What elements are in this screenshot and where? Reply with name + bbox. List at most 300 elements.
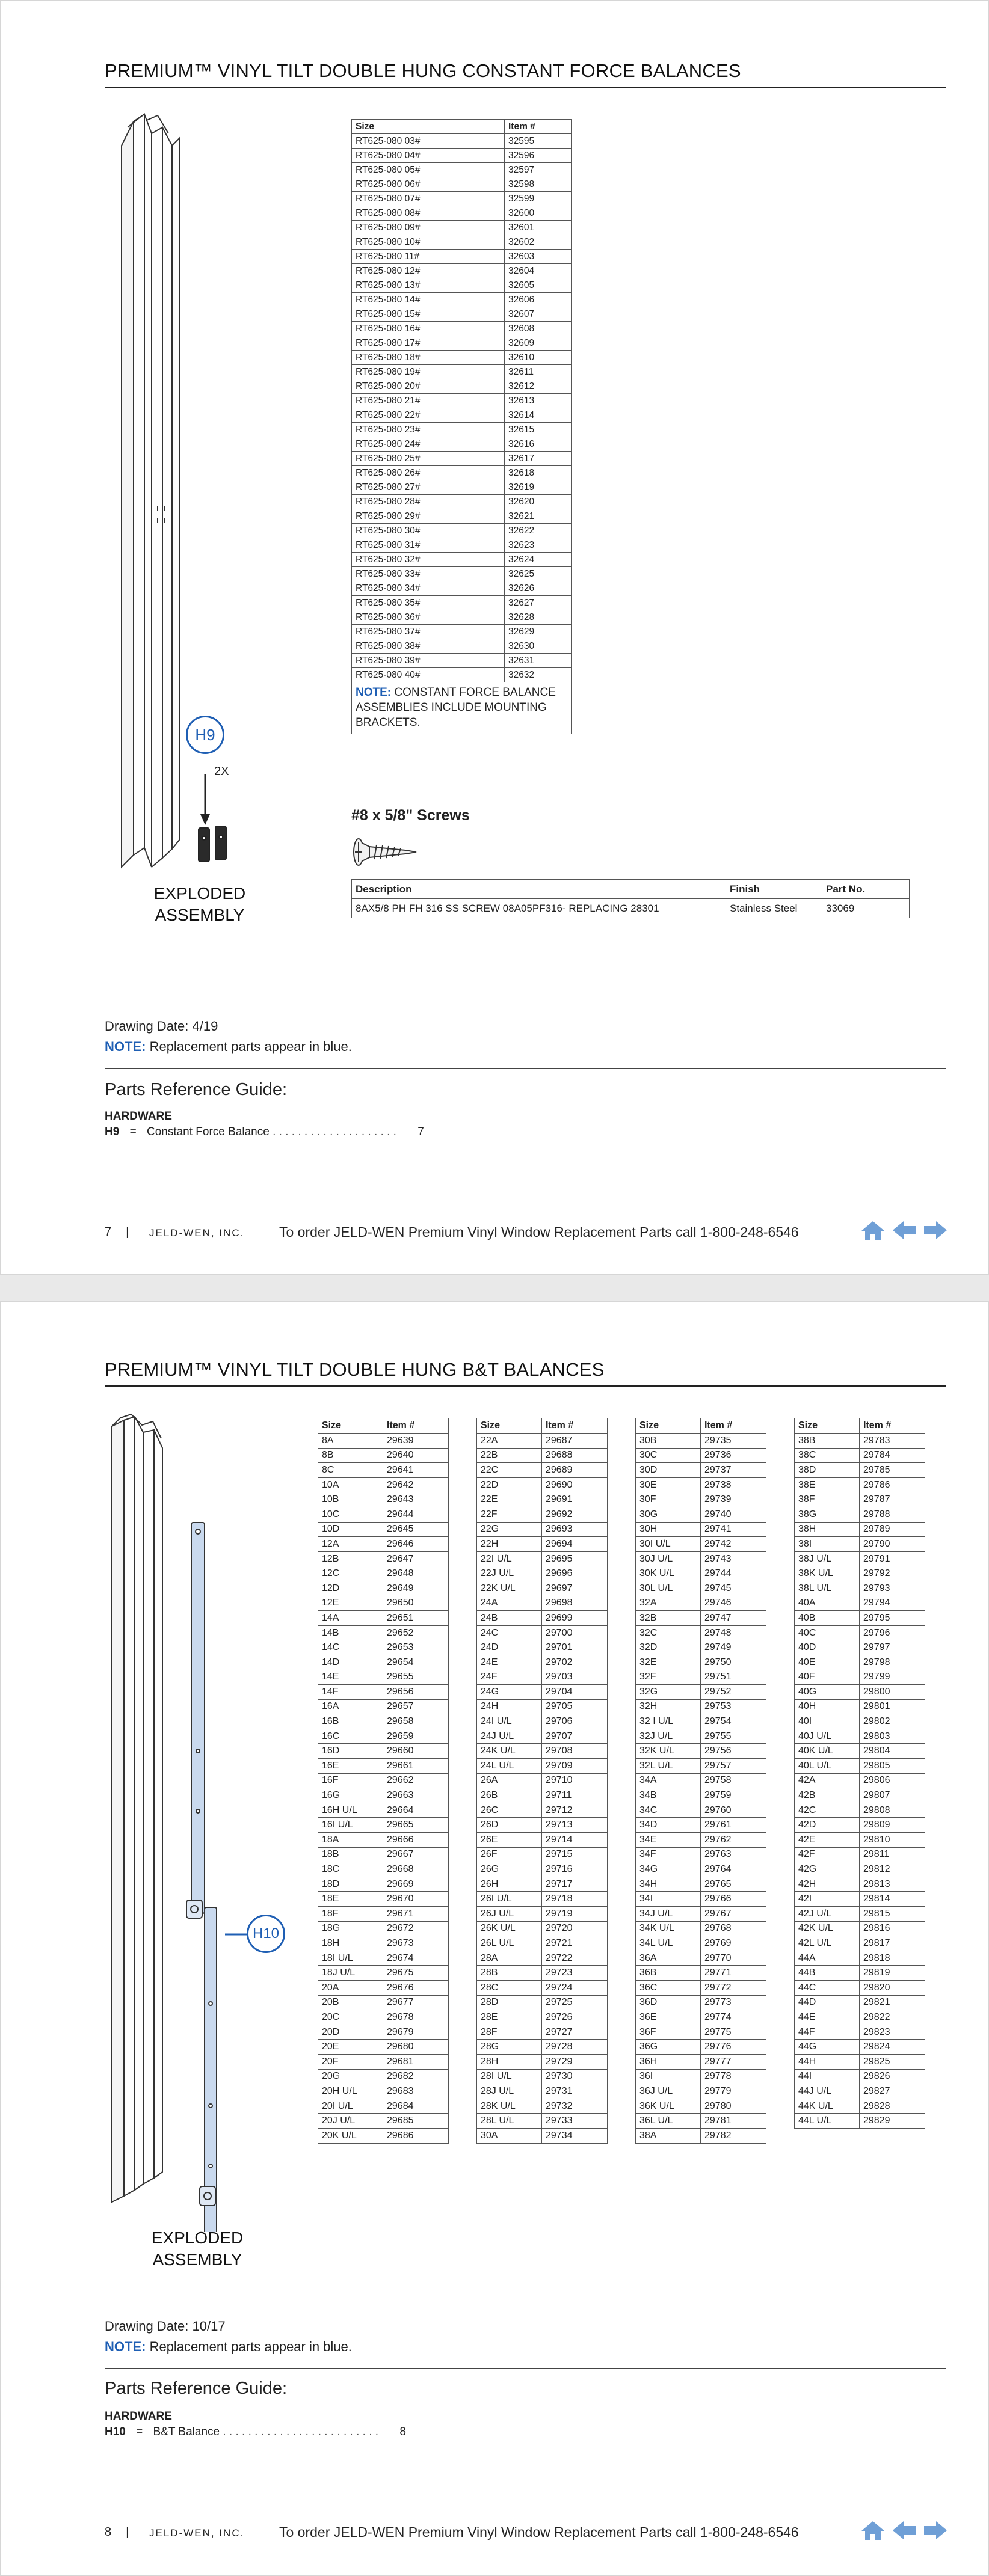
size-cell: 40L U/L <box>795 1759 860 1774</box>
table-row <box>477 1507 608 1522</box>
item-cell: 32602 <box>505 235 572 250</box>
table-row <box>318 1803 449 1818</box>
home-icon[interactable] <box>860 2519 886 2541</box>
table-row <box>318 1833 449 1848</box>
table-row <box>636 2010 766 2025</box>
table-row <box>477 1877 608 1892</box>
table-row <box>477 2025 608 2040</box>
table-row <box>318 1921 449 1936</box>
size-cell: 28E <box>477 2010 542 2025</box>
table-row <box>318 1566 449 1581</box>
table-row <box>318 1640 449 1655</box>
item-cell: 29670 <box>383 1892 449 1907</box>
item-cell: 29652 <box>383 1625 449 1640</box>
size-cell: 38K U/L <box>795 1566 860 1581</box>
size-cell: 28I U/L <box>477 2069 542 2084</box>
size-cell: RT625-080 29# <box>352 509 505 524</box>
size-cell: 30H <box>636 1522 701 1537</box>
item-cell: 29812 <box>860 1862 925 1877</box>
table-row <box>477 1729 608 1744</box>
item-cell: 32630 <box>505 639 572 654</box>
table-row <box>795 2114 925 2129</box>
size-cell: RT625-080 05# <box>352 163 505 177</box>
size-cell: 22I U/L <box>477 1551 542 1566</box>
item-cell: 29767 <box>701 1907 766 1922</box>
size-cell: 34A <box>636 1773 701 1788</box>
size-cell: 28C <box>477 1980 542 1995</box>
size-cell: 40B <box>795 1611 860 1626</box>
size-cell: 30E <box>636 1477 701 1492</box>
item-cell: 29756 <box>701 1744 766 1759</box>
table-row <box>795 2010 925 2025</box>
table-row <box>477 2099 608 2114</box>
item-cell: 32625 <box>505 567 572 581</box>
size-cell: 24E <box>477 1655 542 1670</box>
size-cell: 8B <box>318 1448 383 1463</box>
size-cell: RT625-080 16# <box>352 322 505 336</box>
catalog-page-7 <box>0 0 989 1275</box>
item-cell: 29826 <box>860 2069 925 2084</box>
size-cell: 18J U/L <box>318 1966 383 1981</box>
table-row <box>352 293 572 307</box>
item-cell: 29759 <box>701 1788 766 1803</box>
size-cell: 20A <box>318 1980 383 1995</box>
table-row <box>477 1773 608 1788</box>
table-row <box>352 322 572 336</box>
table-row <box>636 2054 766 2069</box>
table-row <box>352 394 572 408</box>
item-cell: 29781 <box>701 2114 766 2129</box>
page-navigation <box>860 2519 948 2541</box>
item-cell: 29656 <box>383 1685 449 1700</box>
table-row <box>477 2054 608 2069</box>
item-cell: 29706 <box>542 1714 608 1729</box>
item-cell: 29645 <box>383 1522 449 1537</box>
footer-order-line: To order JELD-WEN Premium Vinyl Window Replacement Parts call 1-800-248-6546 <box>279 2524 799 2540</box>
size-cell: 40A <box>795 1596 860 1611</box>
size-cell: 32J U/L <box>636 1729 701 1744</box>
hardware-name: Constant Force Balance <box>146 1126 270 1138</box>
table-row <box>318 1507 449 1522</box>
table-header-row <box>352 120 572 134</box>
hardware-leader-dots: . . . . . . . . . . . . . . . . . . . . . . . . . <box>220 2426 379 2438</box>
size-cell: 40J U/L <box>795 1729 860 1744</box>
table-row <box>477 1907 608 1922</box>
item-cell: 32596 <box>505 149 572 163</box>
table-row <box>318 1551 449 1566</box>
item-cell: 29828 <box>860 2099 925 2114</box>
size-cell: 14E <box>318 1670 383 1685</box>
table-row <box>795 1759 925 1774</box>
item-cell: 32616 <box>505 437 572 452</box>
item-cell: 29765 <box>701 1877 766 1892</box>
item-cell: 29739 <box>701 1492 766 1507</box>
table-row <box>477 1551 608 1566</box>
parts-reference-title: Parts Reference Guide: <box>105 1080 288 1099</box>
table-row <box>318 1862 449 1877</box>
item-cell: 32605 <box>505 278 572 293</box>
item-cell: 29809 <box>860 1818 925 1833</box>
size-cell: 32H <box>636 1699 701 1714</box>
size-cell: 22B <box>477 1448 542 1463</box>
size-cell: 24J U/L <box>477 1729 542 1744</box>
size-cell: 40E <box>795 1655 860 1670</box>
table-row <box>636 1980 766 1995</box>
size-cell: 44H <box>795 2054 860 2069</box>
item-cell: 29700 <box>542 1625 608 1640</box>
item-cell: 29683 <box>383 2084 449 2099</box>
table-row <box>795 1936 925 1951</box>
table-row <box>477 2114 608 2129</box>
item-cell: 29720 <box>542 1921 608 1936</box>
size-cell: 34L U/L <box>636 1936 701 1951</box>
item-column-header: Item # <box>860 1418 925 1434</box>
size-cell: 22E <box>477 1492 542 1507</box>
exploded-label-line1: EXPLODED <box>153 884 246 903</box>
item-cell: 29822 <box>860 2010 925 2025</box>
size-cell: 28D <box>477 1995 542 2010</box>
item-cell: 29651 <box>383 1611 449 1626</box>
item-column-header: Item # <box>383 1418 449 1434</box>
hardware-equals: = <box>129 1126 137 1138</box>
table-row <box>636 1773 766 1788</box>
size-cell: 34G <box>636 1862 701 1877</box>
table-row <box>318 1759 449 1774</box>
size-cell: 44B <box>795 1966 860 1981</box>
bt-size-table-2 <box>476 1418 608 2144</box>
table-row <box>477 1477 608 1492</box>
size-cell: 44K U/L <box>795 2099 860 2114</box>
table-row <box>795 1434 925 1449</box>
table-row <box>352 408 572 423</box>
table-row <box>795 1537 925 1552</box>
table-note <box>352 682 572 734</box>
size-cell: 12D <box>318 1581 383 1596</box>
table-row <box>318 1936 449 1951</box>
item-cell: 29811 <box>860 1847 925 1862</box>
item-cell: 29702 <box>542 1655 608 1670</box>
table-row <box>795 1833 925 1848</box>
size-cell: 36C <box>636 1980 701 1995</box>
note-label: NOTE: <box>105 2339 146 2354</box>
item-cell: 29722 <box>542 1951 608 1966</box>
item-cell: 29709 <box>542 1759 608 1774</box>
table-row <box>318 1522 449 1537</box>
table-row <box>636 1877 766 1892</box>
page-navigation <box>860 1219 948 1241</box>
size-cell: 30G <box>636 1507 701 1522</box>
item-cell: 29658 <box>383 1714 449 1729</box>
size-cell: 44E <box>795 2010 860 2025</box>
size-cell: 36H <box>636 2054 701 2069</box>
table-row <box>352 466 572 480</box>
table-row <box>636 2084 766 2099</box>
table-row <box>795 1507 925 1522</box>
item-cell: 29731 <box>542 2084 608 2099</box>
size-cell: 30K U/L <box>636 1566 701 1581</box>
size-cell: 26C <box>477 1803 542 1818</box>
table-row <box>318 1744 449 1759</box>
size-cell: RT625-080 28# <box>352 495 505 509</box>
size-cell: RT625-080 32# <box>352 553 505 567</box>
item-cell: 29802 <box>860 1714 925 1729</box>
item-cell: 29824 <box>860 2040 925 2055</box>
drawing-date: Drawing Date: 4/19 <box>105 1019 218 1034</box>
size-cell: 44I <box>795 2069 860 2084</box>
size-cell: 20E <box>318 2040 383 2055</box>
size-cell: 38J U/L <box>795 1551 860 1566</box>
table-row <box>477 1655 608 1670</box>
item-cell: 32618 <box>505 466 572 480</box>
size-cell: 16F <box>318 1773 383 1788</box>
size-column-header: Size <box>318 1418 383 1434</box>
item-cell: 29698 <box>542 1596 608 1611</box>
item-cell: 29649 <box>383 1581 449 1596</box>
hardware-page-ref: 8 <box>399 2426 406 2438</box>
size-cell: 34D <box>636 1818 701 1833</box>
home-icon[interactable] <box>860 1219 886 1241</box>
size-cell: 38I <box>795 1537 860 1552</box>
table-row <box>636 1951 766 1966</box>
size-cell: 24C <box>477 1625 542 1640</box>
arrow-right-icon[interactable] <box>923 2519 948 2541</box>
table-row <box>477 1463 608 1478</box>
table-row <box>636 1522 766 1537</box>
table-row <box>318 1788 449 1803</box>
table-row <box>477 1714 608 1729</box>
item-cell: 29665 <box>383 1818 449 1833</box>
table-row <box>352 177 572 192</box>
item-cell: 32628 <box>505 610 572 625</box>
size-cell: 26D <box>477 1818 542 1833</box>
table-row <box>636 1507 766 1522</box>
section-divider <box>105 2368 946 2369</box>
item-cell: 29692 <box>542 1507 608 1522</box>
table-row <box>318 2025 449 2040</box>
table-row <box>352 480 572 495</box>
size-cell: 26K U/L <box>477 1921 542 1936</box>
table-row <box>352 639 572 654</box>
item-cell: 29761 <box>701 1818 766 1833</box>
size-cell: 44J U/L <box>795 2084 860 2099</box>
size-cell: 44L U/L <box>795 2114 860 2129</box>
table-row <box>352 336 572 351</box>
table-row <box>636 2025 766 2040</box>
table-row <box>795 1729 925 1744</box>
item-cell: 29644 <box>383 1507 449 1522</box>
size-cell: 16H U/L <box>318 1803 383 1818</box>
item-cell: 29716 <box>542 1862 608 1877</box>
table-row <box>636 1581 766 1596</box>
table-row <box>318 2069 449 2084</box>
size-cell: RT625-080 35# <box>352 596 505 610</box>
table-row <box>477 1492 608 1507</box>
table-row <box>636 1596 766 1611</box>
size-cell: 32 I U/L <box>636 1714 701 1729</box>
size-cell: 26F <box>477 1847 542 1862</box>
item-cell: 32621 <box>505 509 572 524</box>
size-cell: 30D <box>636 1463 701 1478</box>
table-row <box>352 452 572 466</box>
item-cell: 29785 <box>860 1463 925 1478</box>
table-row <box>318 2040 449 2055</box>
table-row <box>352 423 572 437</box>
table-row <box>636 1611 766 1626</box>
item-cell: 29825 <box>860 2054 925 2069</box>
size-cell: 10D <box>318 1522 383 1537</box>
table-row <box>477 1936 608 1951</box>
table-row <box>318 1685 449 1700</box>
item-cell: 29734 <box>542 2128 608 2143</box>
size-cell: 24L U/L <box>477 1759 542 1774</box>
size-cell: 34B <box>636 1788 701 1803</box>
table-row <box>636 2040 766 2055</box>
table-note-text: CONSTANT FORCE BALANCE ASSEMBLIES INCLUDE MOUNTING BRACKETS. <box>356 686 556 729</box>
table-row <box>795 2054 925 2069</box>
size-cell: 38A <box>636 2128 701 2143</box>
table-row <box>477 1596 608 1611</box>
item-cell: 29677 <box>383 1995 449 2010</box>
table-row <box>477 1744 608 1759</box>
size-cell: RT625-080 36# <box>352 610 505 625</box>
size-cell: 42I <box>795 1892 860 1907</box>
table-row <box>477 1685 608 1700</box>
page-title: PREMIUM™ VINYL TILT DOUBLE HUNG B&T BALANCES <box>105 1359 605 1380</box>
size-cell: 18H <box>318 1936 383 1951</box>
item-cell: 29791 <box>860 1551 925 1566</box>
table-row <box>318 1625 449 1640</box>
item-cell: 32620 <box>505 495 572 509</box>
item-cell: 29674 <box>383 1951 449 1966</box>
size-cell: 36K U/L <box>636 2099 701 2114</box>
screw-part-no: 33069 <box>822 899 910 918</box>
item-cell: 29751 <box>701 1670 766 1685</box>
size-cell: 22K U/L <box>477 1581 542 1596</box>
section-divider <box>105 1068 946 1069</box>
size-cell: 36A <box>636 1951 701 1966</box>
size-cell: 28J U/L <box>477 2084 542 2099</box>
table-row <box>795 2084 925 2099</box>
table-row <box>352 134 572 149</box>
size-cell: 38C <box>795 1448 860 1463</box>
bt-size-table-1 <box>318 1418 449 2144</box>
size-column-header: Size <box>636 1418 701 1434</box>
size-cell: 30A <box>477 2128 542 2143</box>
table-row <box>636 1699 766 1714</box>
table-row <box>318 1847 449 1862</box>
table-row <box>477 1581 608 1596</box>
size-cell: 20B <box>318 1995 383 2010</box>
hardware-entry-h9 <box>105 1126 424 1139</box>
hardware-entry-h10 <box>105 2426 406 2439</box>
item-cell: 29821 <box>860 1995 925 2010</box>
item-cell: 29704 <box>542 1685 608 1700</box>
item-cell: 29741 <box>701 1522 766 1537</box>
table-row <box>477 1803 608 1818</box>
table-row <box>477 1640 608 1655</box>
item-cell: 29648 <box>383 1566 449 1581</box>
table-row <box>477 1833 608 1848</box>
item-cell: 29699 <box>542 1611 608 1626</box>
hardware-equals: = <box>136 2426 143 2438</box>
item-cell: 32631 <box>505 654 572 668</box>
size-cell: 24A <box>477 1596 542 1611</box>
arrow-right-icon[interactable] <box>923 1219 948 1241</box>
table-row <box>795 1685 925 1700</box>
item-cell: 32617 <box>505 452 572 466</box>
size-cell: RT625-080 10# <box>352 235 505 250</box>
table-row <box>318 1611 449 1626</box>
table-row <box>636 1759 766 1774</box>
size-cell: 24D <box>477 1640 542 1655</box>
table-row <box>477 1951 608 1966</box>
size-cell: 38D <box>795 1463 860 1478</box>
item-cell: 29807 <box>860 1788 925 1803</box>
item-cell: 29714 <box>542 1833 608 1848</box>
item-cell: 32632 <box>505 668 572 682</box>
size-cell: 42F <box>795 1847 860 1862</box>
item-cell: 29708 <box>542 1744 608 1759</box>
item-cell: 29774 <box>701 2010 766 2025</box>
table-row <box>352 495 572 509</box>
item-cell: 29664 <box>383 1803 449 1818</box>
table-row <box>477 1788 608 1803</box>
arrow-left-icon[interactable] <box>892 1219 917 1241</box>
table-row <box>318 1699 449 1714</box>
size-cell: 20C <box>318 2010 383 2025</box>
table-row <box>352 610 572 625</box>
item-cell: 32614 <box>505 408 572 423</box>
table-row <box>318 2128 449 2143</box>
table-row <box>477 2040 608 2055</box>
table-row <box>636 1788 766 1803</box>
table-row <box>352 351 572 365</box>
item-cell: 29810 <box>860 1833 925 1848</box>
table-row <box>352 524 572 538</box>
item-cell: 32603 <box>505 250 572 264</box>
item-cell: 29746 <box>701 1596 766 1611</box>
item-cell: 29663 <box>383 1788 449 1803</box>
table-header-row <box>636 1418 766 1434</box>
table-row <box>636 2128 766 2143</box>
table-row <box>318 1818 449 1833</box>
item-cell: 29748 <box>701 1625 766 1640</box>
item-cell: 29653 <box>383 1640 449 1655</box>
size-cell: 16C <box>318 1729 383 1744</box>
size-cell: 36G <box>636 2040 701 2055</box>
item-cell: 29799 <box>860 1670 925 1685</box>
size-cell: 34J U/L <box>636 1907 701 1922</box>
table-row <box>636 1685 766 1700</box>
page-number <box>105 2525 129 2539</box>
item-cell: 32624 <box>505 553 572 567</box>
size-cell: 42K U/L <box>795 1921 860 1936</box>
arrow-left-icon[interactable] <box>892 2519 917 2541</box>
item-cell: 29672 <box>383 1921 449 1936</box>
size-cell: RT625-080 17# <box>352 336 505 351</box>
table-row <box>795 1448 925 1463</box>
item-cell: 29777 <box>701 2054 766 2069</box>
table-row <box>636 1537 766 1552</box>
table-row <box>318 2114 449 2129</box>
table-row <box>352 307 572 322</box>
item-cell: 29711 <box>542 1788 608 1803</box>
footer-page-number: 8 <box>105 2525 112 2539</box>
item-cell: 32604 <box>505 264 572 278</box>
table-row <box>318 1995 449 2010</box>
size-cell: 8C <box>318 1463 383 1478</box>
page-number <box>105 1225 129 1239</box>
